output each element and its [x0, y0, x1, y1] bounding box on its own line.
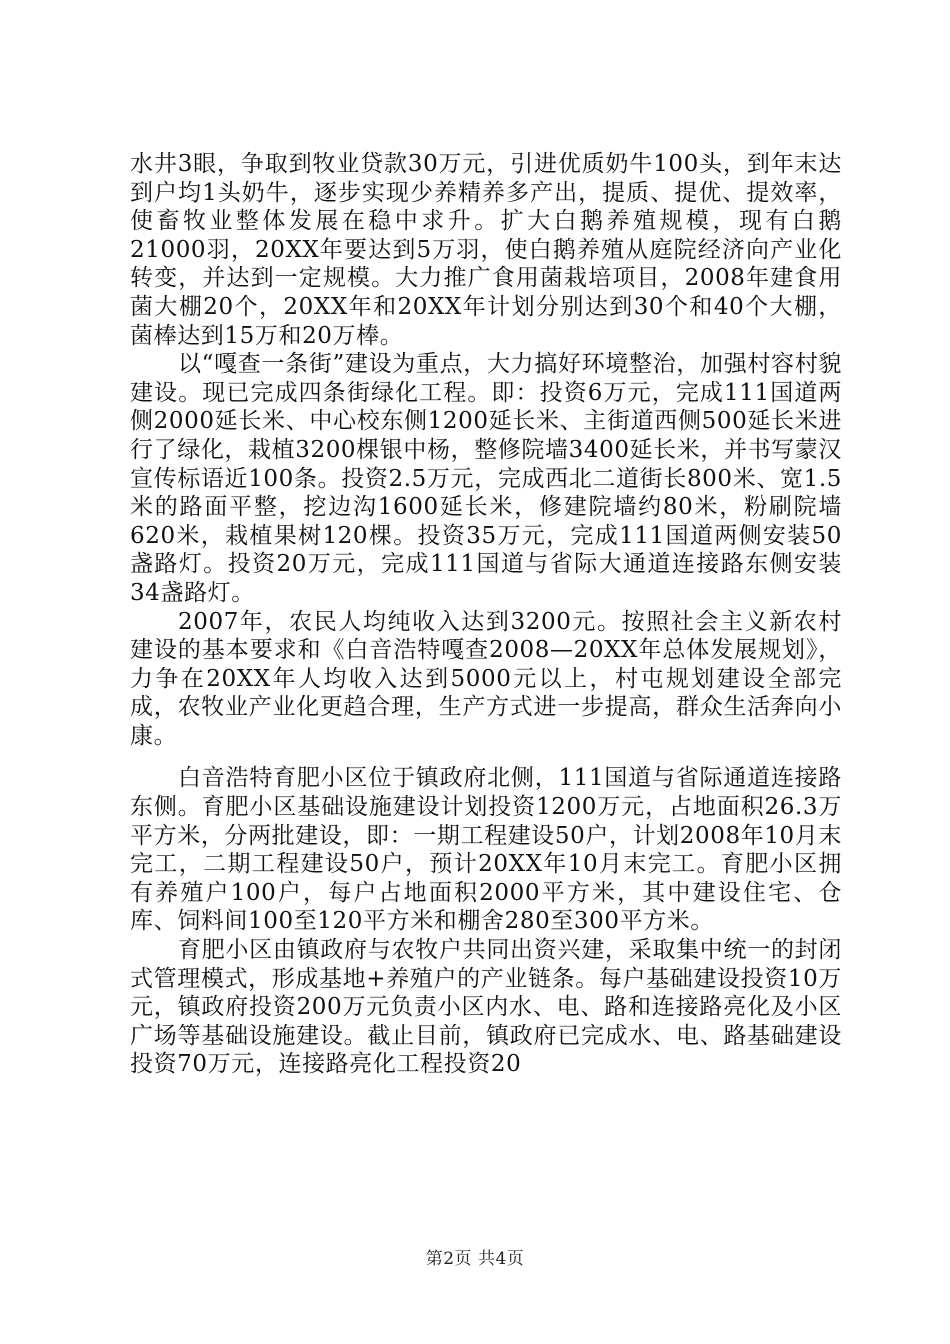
paragraph-2: 以“嘎查一条街”建设为重点，大力搞好环境整治，加强村容村貌建设。现已完成四条街绿化工程。即：投资6万元，完成111国道两侧2000延长米、中心校东侧1200延长米、主街道西侧500延长米进行了绿化，栽植3200棵银中杨，整修院墙3400延长米，并书写蒙汉宣传标语近100条。投资2.5万元，完成西北二道街长800米、宽1.5米的路面平整，挖边沟1600延长米，修建院墙约80米，粉刷院墙620米，栽植果树120棵。投资35万元，完成111国道两侧安装50盏路灯。投资20万元，完成111国道与省际大通道连接路东侧安装34盏路灯。: [130, 351, 842, 606]
paragraph-3: 2007年，农民人均纯收入达到3200元。按照社会主义新农村建设的基本要求和《白音浩特嘎查2008—20XX年总体发展规划》，力争在20XX年人均收入达到5000元以上，村屯规划建设全部完成，农牧业产业化更趋合理，生产方式进一步提高，群众生活奔向小康。: [130, 608, 842, 749]
paragraph-1: 水井3眼，争取到牧业贷款30万元，引进优质奶牛100头，到年末达到户均1头奶牛，逐步实现少养精养多产出，提质、提优、提效率，使畜牧业整体发展在稳中求升。扩大白鹅养殖规模，现有白鹅21000羽，20XX年要达到5万羽，使白鹅养殖从庭院经济向产业化转变，并达到一定规模。大力推广食用菌栽培项目，2008年建食用菌大棚20个，20XX年和20XX年计划分别达到30个和40个大棚，菌棒达到15万和20万棒。: [130, 151, 842, 349]
paragraph-5: 育肥小区由镇政府与农牧户共同出资兴建，采取集中统一的封闭式管理模式，形成基地+养殖户的产业链条。每户基础建设投资10万元，镇政府投资200万元负责小区内水、电、路和连接路亮化及小区广场等基础设施建设。截止目前，镇政府已完成水、电、路基础建设投资70万元，连接路亮化工程投资20: [130, 937, 842, 1078]
paragraph-4: 白音浩特育肥小区位于镇政府北侧，111国道与省际通道连接路东侧。育肥小区基础设施建设计划投资1200万元，占地面积26.3万平方米，分两批建设，即：一期工程建设50户，计划2008年10月末完工，二期工程建设50户，预计20XX年10月末完工。育肥小区拥有养殖户100户，每户占地面积2000平方米，其中建设住宅、仓库、饲料间100至120平方米和棚舍280至300平方米。: [130, 765, 842, 935]
page-footer: 第2页 共4页: [425, 1249, 525, 1269]
document-body: [130, 150, 842, 1079]
